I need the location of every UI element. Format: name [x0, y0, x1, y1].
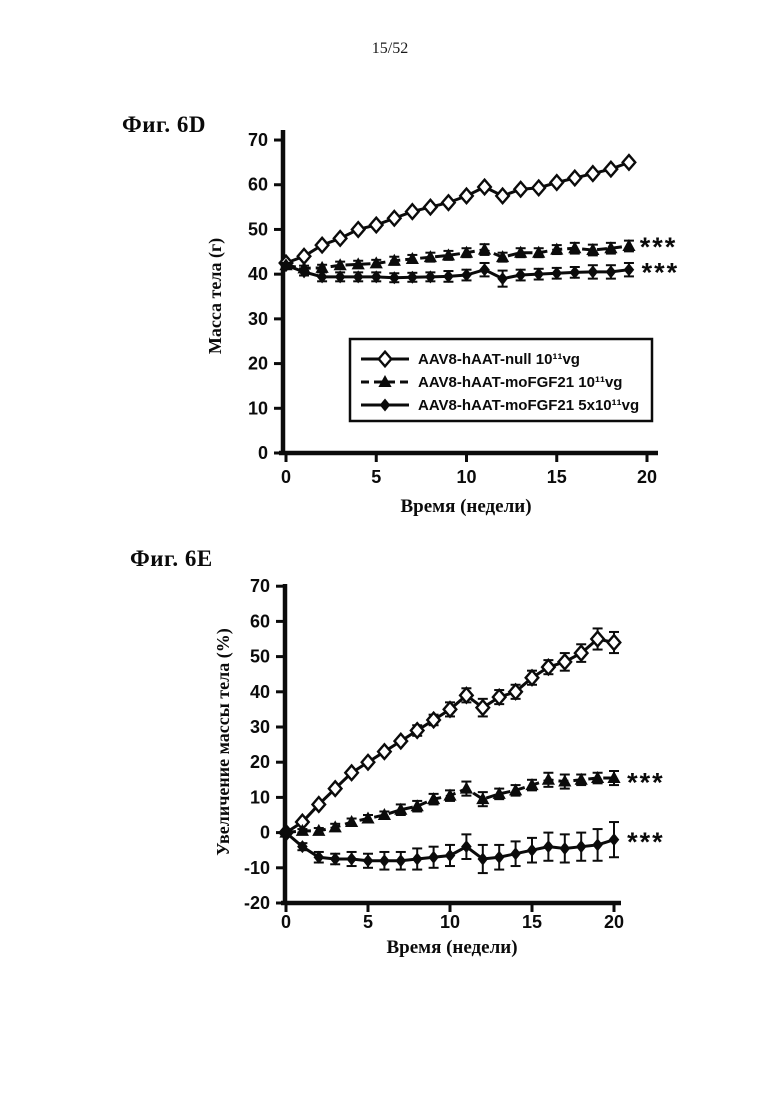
significance-stars: *** — [627, 767, 665, 798]
x-axis-title: Время (недели) — [400, 496, 532, 517]
filled-diamond-marker — [363, 854, 374, 867]
y-tick-label: -10 — [243, 857, 270, 878]
y-tick-label: 40 — [249, 681, 270, 702]
open-diamond-marker — [496, 189, 509, 204]
open-diamond-marker — [378, 744, 391, 759]
series-3 — [281, 259, 635, 287]
filled-diamond-marker — [445, 849, 456, 862]
axes — [244, 576, 624, 932]
x-tick-label: 5 — [362, 912, 374, 932]
y-tick-label: 0 — [259, 822, 270, 843]
filled-diamond-marker — [428, 851, 439, 864]
open-diamond-marker — [608, 635, 621, 650]
y-tick-label: 60 — [249, 611, 270, 632]
legend-label: AAV8-hAAT-null 10¹¹vg — [418, 351, 580, 368]
filled-diamond-marker — [543, 840, 554, 853]
significance-stars: *** — [639, 231, 678, 262]
fig6d-plot — [180, 108, 780, 538]
significance-stars: *** — [641, 257, 680, 288]
filled-diamond-marker — [346, 853, 357, 866]
y-tick-label: 20 — [249, 752, 270, 773]
x-tick-label: 5 — [371, 467, 382, 487]
filled-diamond-marker — [592, 838, 603, 851]
open-diamond-marker — [334, 231, 347, 246]
y-tick-label: 10 — [247, 398, 268, 419]
open-diamond-marker — [478, 180, 491, 195]
open-diamond-marker — [623, 155, 636, 170]
filled-diamond-marker — [412, 853, 423, 866]
y-tick-label: 20 — [247, 353, 268, 374]
x-tick-label: 20 — [603, 912, 625, 932]
open-diamond-marker — [316, 238, 329, 253]
open-diamond-marker — [388, 211, 401, 226]
open-diamond-marker — [569, 171, 582, 186]
y-axis-title: Масса тела (г) — [205, 237, 225, 355]
x-tick-label: 15 — [546, 467, 567, 487]
filled-diamond-marker — [379, 854, 390, 867]
x-tick-label: 10 — [456, 467, 477, 487]
open-diamond-marker — [442, 195, 455, 210]
filled-diamond-marker — [510, 847, 521, 860]
filled-diamond-marker — [576, 840, 587, 853]
open-diamond-marker — [514, 182, 527, 197]
open-diamond-marker — [424, 200, 437, 215]
open-diamond-marker — [460, 189, 473, 204]
significance-stars: *** — [627, 826, 665, 857]
y-tick-label: 60 — [247, 174, 268, 195]
filled-diamond-marker — [606, 265, 617, 278]
x-axis-title: Время (недели) — [386, 937, 518, 958]
series-2 — [279, 771, 620, 838]
filled-diamond-marker — [624, 263, 635, 276]
open-diamond-marker — [352, 222, 365, 237]
series-2 — [279, 239, 635, 273]
filled-diamond-marker — [527, 844, 538, 857]
open-diamond-marker — [605, 162, 618, 177]
y-tick-label: 70 — [249, 576, 270, 597]
filled-diamond-marker — [609, 833, 620, 846]
y-tick-label: 70 — [247, 130, 268, 151]
open-diamond-marker — [559, 655, 572, 670]
filled-triangle-marker — [361, 812, 374, 824]
series-1 — [280, 628, 621, 839]
y-tick-label: 0 — [257, 443, 268, 463]
x-tick-label: 0 — [280, 467, 292, 487]
y-axis-title: Увеличение массы тела (%) — [213, 628, 233, 856]
open-diamond-marker — [542, 660, 555, 675]
filled-triangle-marker — [460, 782, 473, 794]
fig6e-plot — [180, 560, 780, 1000]
legend-label: AAV8-hAAT-moFGF21 10¹¹vg — [418, 374, 623, 391]
y-tick-label: 40 — [247, 264, 268, 285]
x-tick-label: 0 — [280, 912, 292, 932]
open-diamond-marker — [406, 204, 419, 219]
filled-diamond-marker — [497, 272, 508, 285]
filled-diamond-marker — [588, 265, 599, 278]
open-diamond-marker — [550, 175, 563, 190]
y-tick-label: 30 — [249, 717, 270, 737]
x-tick-label: 15 — [521, 912, 543, 932]
y-tick-label: 50 — [247, 219, 268, 240]
filled-diamond-marker — [494, 851, 505, 864]
filled-triangle-marker — [345, 815, 358, 827]
filled-diamond-marker — [479, 263, 490, 276]
axes — [248, 130, 658, 487]
legend — [350, 339, 652, 421]
y-tick-label: -20 — [243, 893, 270, 913]
open-diamond-marker — [493, 690, 506, 705]
y-tick-label: 50 — [249, 646, 270, 667]
open-diamond-marker — [532, 181, 545, 196]
filled-diamond-marker — [396, 854, 407, 867]
y-tick-label: 30 — [247, 308, 268, 329]
open-diamond-marker — [587, 166, 600, 181]
figure-6e-label: Фиг. 6E — [130, 546, 213, 571]
open-diamond-marker — [362, 755, 375, 770]
figure-6d-label: Фиг. 6D — [122, 112, 206, 137]
x-tick-label: 10 — [439, 912, 461, 932]
figure-6e-chart — [180, 560, 780, 1000]
figure-6d-chart — [180, 108, 780, 538]
open-diamond-marker — [395, 734, 408, 749]
open-diamond-marker — [370, 218, 383, 233]
page-number: 15/52 — [371, 40, 409, 57]
filled-diamond-marker — [560, 842, 571, 855]
filled-triangle-marker — [334, 258, 347, 270]
y-tick-label: 10 — [249, 787, 270, 808]
x-tick-label: 20 — [636, 467, 658, 487]
legend-label: AAV8-hAAT-moFGF21 5x10¹¹vg — [418, 397, 640, 414]
